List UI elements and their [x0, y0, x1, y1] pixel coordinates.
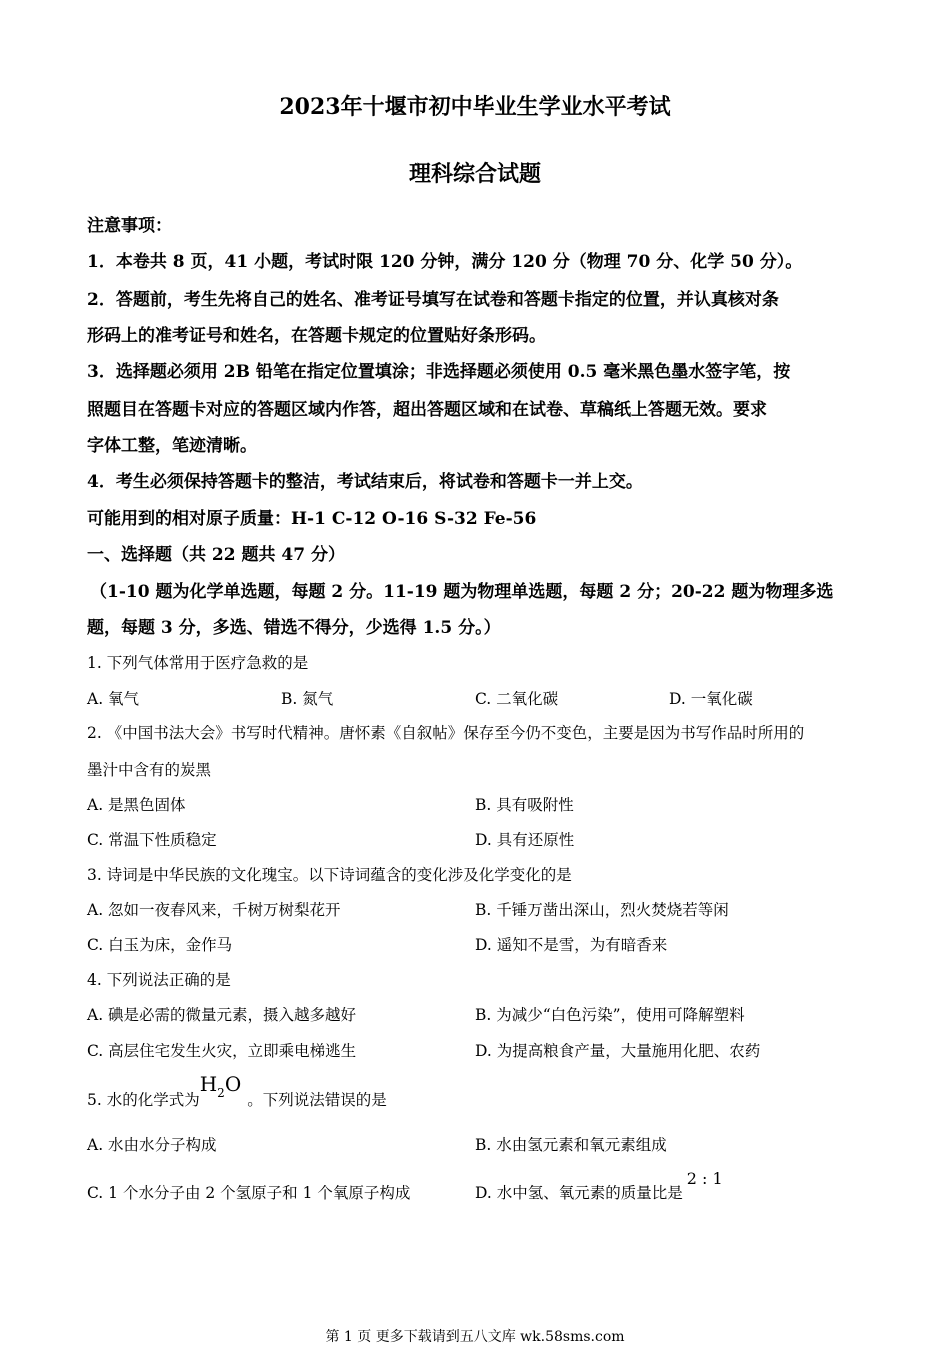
question-4-stem: 4. 下列说法正确的是 [87, 971, 231, 989]
notice-item-2-line2: 形码上的准考证号和姓名，在答题卡规定的位置贴好条形码。 [87, 326, 546, 346]
formula-subscript: 2 [217, 1086, 225, 1100]
section-heading: 一、选择题（共 22 题共 47 分） [87, 545, 345, 565]
q2-option-b: B. 具有吸附性 [475, 796, 574, 814]
page-footer: 第 1 页 更多下载请到五八文库 wk.58sms.com [325, 1329, 625, 1345]
q4-option-a: A. 碘是必需的微量元素，摄入越多越好 [87, 1006, 357, 1024]
q1-option-d: D. 一氧化碳 [669, 690, 753, 708]
notice-item-4: 4．考生必须保持答题卡的整洁，考试结束后，将试卷和答题卡一并上交。 [87, 472, 643, 492]
q1-option-b: B. 氮气 [281, 690, 334, 708]
section-desc-line1: （1-10 题为化学单选题，每题 2 分。11-19 题为物理单选题，每题 2 分；20-22 题为物理多选 [90, 582, 834, 602]
q5-option-c: C. 1 个水分子由 2 个氢原子和 1 个氧原子构成 [87, 1184, 411, 1202]
question-3-stem: 3. 诗词是中华民族的文化瑰宝。以下诗词蕴含的变化涉及化学变化的是 [87, 866, 572, 884]
q4-option-c: C. 高层住宅发生火灾，立即乘电梯逃生 [87, 1042, 357, 1060]
q4-option-b: B. 为减少“白色污染”，使用可降解塑料 [475, 1006, 745, 1024]
q5-option-d-text: D. 水中氢、氧元素的质量比是 [475, 1184, 683, 1202]
q3-option-d: D. 遥知不是雪，为有暗香来 [475, 936, 668, 954]
notice-item-3-line1: 3．选择题必须用 2B 铅笔在指定位置填涂；非选择题必须使用 0.5 毫米黑色墨水签字笔，按 [87, 362, 791, 382]
q4-option-d: D. 为提高粮食产量，大量施用化肥、农药 [475, 1042, 761, 1060]
q5-option-d [475, 1169, 723, 1203]
q2-option-a: A. 是黑色固体 [87, 796, 186, 814]
exam-title: 2023年十堰市初中毕业生学业水平考试 [279, 94, 671, 120]
notice-item-3-line3: 字体工整，笔迹清晰。 [87, 436, 257, 456]
question-2-stem-line1: 2. 《中国书法大会》书写时代精神。唐怀素《自叙帖》保存至今仍不变色，主要是因为书写作品时所用的 [87, 724, 805, 742]
question-1-stem: 1. 下列气体常用于医疗急救的是 [87, 654, 309, 672]
q3-option-a: A. 忽如一夜春风来，千树万树梨花开 [87, 901, 341, 919]
q3-option-b: B. 千锤万凿出深山，烈火焚烧若等闲 [475, 901, 729, 919]
section-desc-line2: 题，每题 3 分，多选、错选不得分，少选得 1.5 分。） [87, 618, 501, 638]
q2-option-d: D. 具有还原性 [475, 831, 575, 849]
atomic-mass-line: 可能用到的相对原子质量：H-1 C-12 O-16 S-32 Fe-56 [87, 509, 537, 529]
q5-option-a: A. 水由水分子构成 [87, 1136, 217, 1154]
exam-subtitle: 理科综合试题 [408, 161, 541, 187]
water-formula [199, 1072, 242, 1100]
q3-option-c: C. 白玉为床，金作马 [87, 936, 233, 954]
notice-item-1: 1．本卷共 8 页，41 小题，考试时限 120 分钟，满分 120 分（物理 70 分、化学 50 分）。 [87, 252, 803, 272]
q5-option-b: B. 水由氢元素和氧元素组成 [475, 1136, 667, 1154]
q1-option-a: A. 氧气 [87, 690, 140, 708]
formula-o: O [224, 1072, 242, 1096]
q5-stem-prefix: 5. 水的化学式为 [87, 1091, 200, 1109]
notice-heading: 注意事项： [87, 216, 172, 236]
question-2-stem-line2: 墨汁中含有的炭黑 [87, 761, 212, 779]
notice-item-2-line1: 2．答题前，考生先将自己的姓名、准考证号填写在试卷和答题卡指定的位置，并认真核对条 [87, 290, 779, 310]
q1-option-c: C. 二氧化碳 [475, 690, 559, 708]
notice-item-3-line2: 照题目在答题卡对应的答题区域内作答，超出答题区域和在试卷、草稿纸上答题无效。要求 [87, 400, 767, 420]
mass-ratio: 2 : 1 [686, 1169, 723, 1188]
question-5-stem [87, 1072, 387, 1109]
formula-h: H [199, 1072, 218, 1096]
q5-stem-suffix: 。下列说法错误的是 [247, 1091, 387, 1109]
q2-option-c: C. 常温下性质稳定 [87, 831, 217, 849]
